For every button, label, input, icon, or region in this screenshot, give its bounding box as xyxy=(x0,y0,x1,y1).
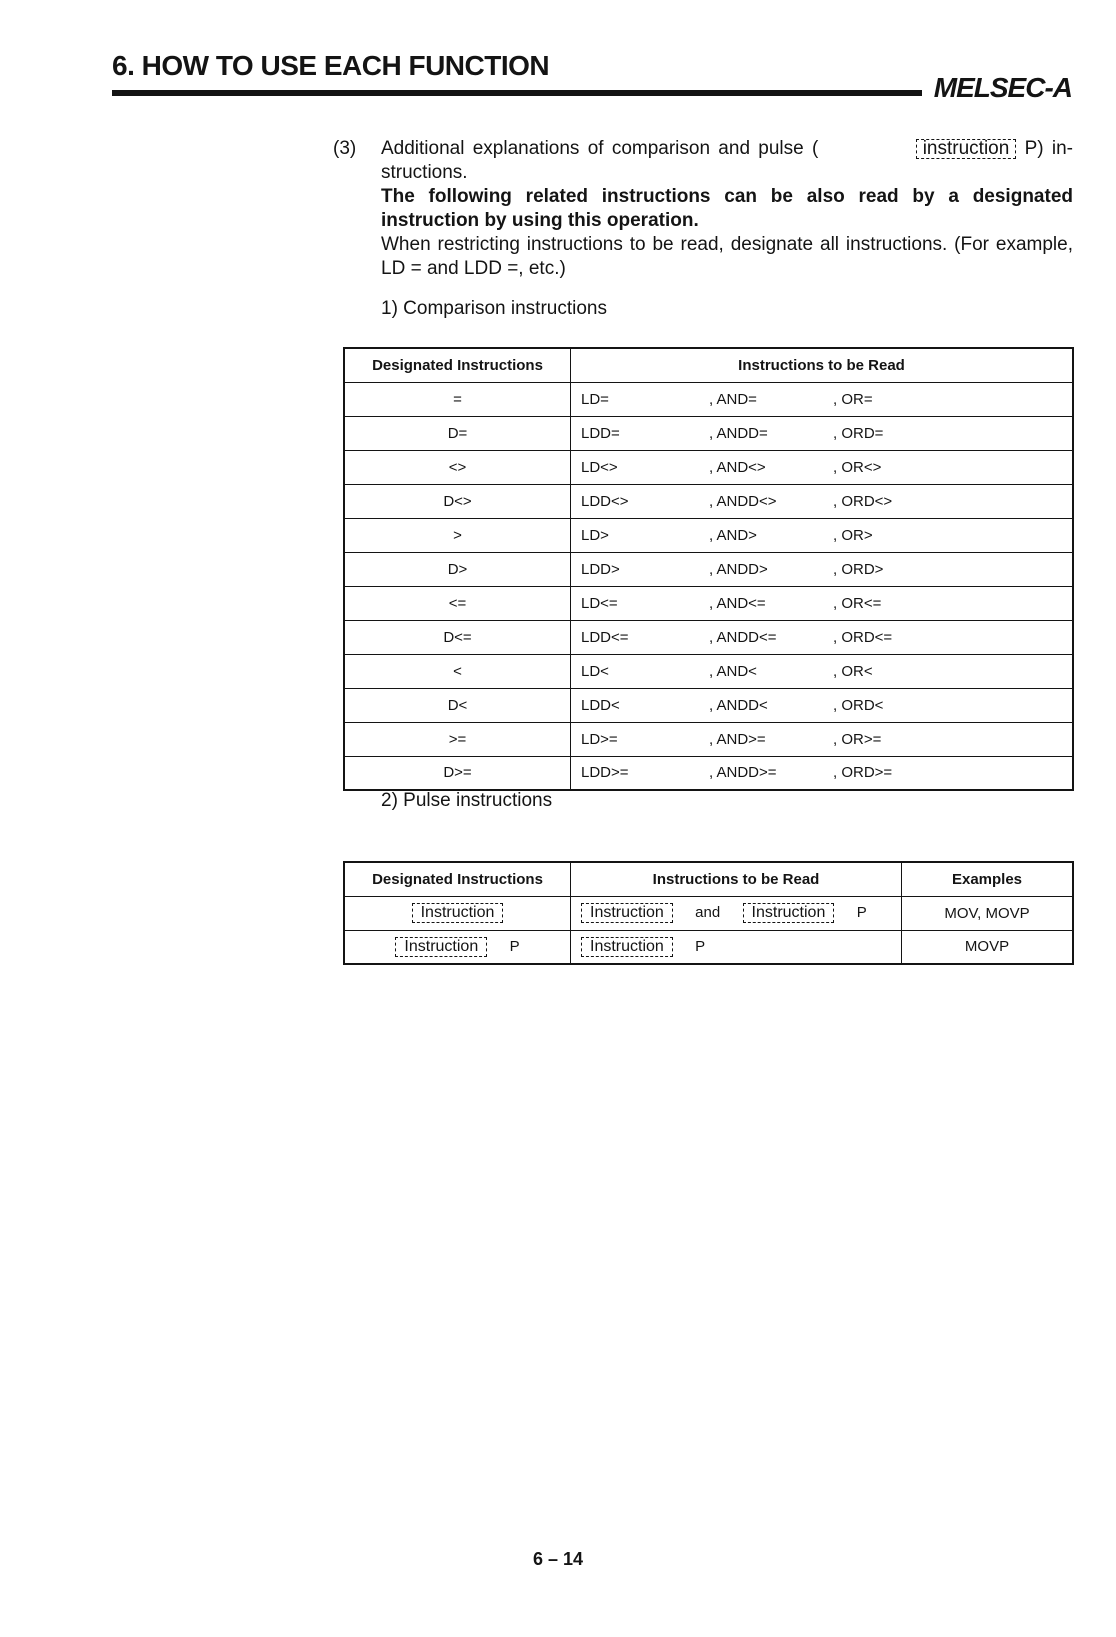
read-instruction: , AND<= xyxy=(709,594,766,612)
read-instruction: LD>= xyxy=(581,730,618,748)
page-header xyxy=(112,50,1072,106)
read-instruction: LDD> xyxy=(581,560,620,578)
read-instruction: , ANDD<> xyxy=(709,492,777,510)
comparison-header-row xyxy=(344,348,1073,382)
p-suffix: P xyxy=(856,904,867,921)
comparison-row xyxy=(344,688,1073,722)
comparison-row xyxy=(344,518,1073,552)
read-instruction: , ANDD= xyxy=(709,424,768,442)
and-word: and xyxy=(695,904,721,921)
read-instruction: , ORD= xyxy=(833,424,884,442)
instruction-box: Instruction xyxy=(581,937,673,957)
read-instruction: LD> xyxy=(581,526,609,544)
paragraph-line-4: When restricting instructions to be read, designate all instructions. (For example, LD = and LDD =, etc.) xyxy=(381,234,1073,279)
read-instruction: , ANDD>= xyxy=(709,764,777,782)
brand-logo-text: MELSEC-A xyxy=(933,72,1072,103)
instruction-box: instruction xyxy=(916,139,1017,159)
read-instruction: , OR= xyxy=(833,390,873,408)
header-rule xyxy=(112,90,922,96)
designated-instruction: D< xyxy=(344,688,571,722)
pulse-row-2 xyxy=(344,930,1073,964)
paragraph-line-1 xyxy=(381,137,1073,161)
p-suffix: P xyxy=(695,937,706,955)
pulse-title: 2) Pulse instructions xyxy=(381,790,553,811)
line1-suffix: P) in- xyxy=(1024,138,1073,159)
pulse-row2-designated xyxy=(344,930,571,964)
pulse-row-1 xyxy=(344,896,1073,930)
read-instruction: , OR< xyxy=(833,662,873,680)
designated-instruction: D>= xyxy=(344,756,571,790)
comparison-row xyxy=(344,450,1073,484)
designated-instruction: D> xyxy=(344,552,571,586)
read-instruction: LDD<= xyxy=(581,628,629,646)
read-instruction: LD<> xyxy=(581,458,618,476)
read-instruction: , ORD>= xyxy=(833,764,893,782)
pulse-row1-read xyxy=(571,896,902,930)
comparison-row xyxy=(344,620,1073,654)
read-instruction: LDD< xyxy=(581,696,620,714)
read-instruction: , ORD> xyxy=(833,560,884,578)
designated-instruction: D<= xyxy=(344,620,571,654)
read-instruction: , OR<> xyxy=(833,458,882,476)
instructions-to-read xyxy=(571,756,1074,790)
pulse-header-designated: Designated Instructions xyxy=(344,862,571,896)
instructions-to-read xyxy=(571,484,1074,518)
read-instruction: , ORD<> xyxy=(833,492,893,510)
read-instruction: , OR> xyxy=(833,526,873,544)
read-instruction: , AND< xyxy=(709,662,757,680)
read-instruction: LDD>= xyxy=(581,764,629,782)
read-instruction: LDD<> xyxy=(581,492,629,510)
read-instruction: LD<= xyxy=(581,594,618,612)
section-title: 6. HOW TO USE EACH FUNCTION xyxy=(112,50,550,81)
paragraph-body xyxy=(381,137,1073,281)
read-instruction: LD< xyxy=(581,662,609,680)
p-suffix: P xyxy=(509,937,520,955)
designated-instruction: < xyxy=(344,654,571,688)
pulse-row2-read xyxy=(571,930,902,964)
designated-instruction: = xyxy=(344,382,571,416)
designated-instruction: > xyxy=(344,518,571,552)
read-instruction: , ORD<= xyxy=(833,628,893,646)
instructions-to-read xyxy=(571,416,1074,450)
pulse-row2-example: MOVP xyxy=(902,930,1074,964)
read-instruction: , ANDD> xyxy=(709,560,768,578)
read-instruction: , AND= xyxy=(709,390,757,408)
instructions-to-read xyxy=(571,552,1074,586)
comparison-row xyxy=(344,722,1073,756)
instructions-to-read xyxy=(571,688,1074,722)
instructions-to-read xyxy=(571,654,1074,688)
designated-instruction: <= xyxy=(344,586,571,620)
instruction-box: Instruction xyxy=(412,903,504,923)
comparison-row xyxy=(344,382,1073,416)
read-instruction: , ANDD< xyxy=(709,696,768,714)
read-instruction: , AND> xyxy=(709,526,757,544)
instructions-to-read xyxy=(571,450,1074,484)
designated-instruction: >= xyxy=(344,722,571,756)
read-instruction: , OR<= xyxy=(833,594,882,612)
pulse-header-examples: Examples xyxy=(902,862,1074,896)
designated-instruction: D<> xyxy=(344,484,571,518)
comparison-row xyxy=(344,416,1073,450)
read-instruction: , AND>= xyxy=(709,730,766,748)
instruction-box: Instruction xyxy=(743,903,835,923)
pulse-row1-example: MOV, MOVP xyxy=(902,896,1074,930)
comparison-row xyxy=(344,654,1073,688)
instructions-to-read xyxy=(571,722,1074,756)
read-instruction: , ORD< xyxy=(833,696,884,714)
designated-instruction: <> xyxy=(344,450,571,484)
paragraph-line-2: structions. xyxy=(381,162,468,183)
page-number: 6 – 14 xyxy=(532,1549,584,1569)
pulse-header-row xyxy=(344,862,1073,896)
pulse-header-read: Instructions to be Read xyxy=(571,862,902,896)
line1-text: Additional explanations of comparison and pulse ( xyxy=(381,138,819,159)
read-instruction: , AND<> xyxy=(709,458,766,476)
instructions-to-read xyxy=(571,586,1074,620)
paragraph-number: (3) xyxy=(333,138,357,159)
read-instruction: , ANDD<= xyxy=(709,628,777,646)
line1-tail xyxy=(916,137,1073,161)
paragraph-line-3: The following related instructions can be also read by a designated instruction by using this operation. xyxy=(381,186,1073,231)
instruction-box: Instruction xyxy=(395,937,487,957)
comparison-row xyxy=(344,586,1073,620)
instructions-to-read xyxy=(571,620,1074,654)
read-instruction: LDD= xyxy=(581,424,620,442)
header-read: Instructions to be Read xyxy=(571,348,1074,382)
comparison-row xyxy=(344,484,1073,518)
comparison-row xyxy=(344,552,1073,586)
comparison-row xyxy=(344,756,1073,790)
comparison-title: 1) Comparison instructions xyxy=(381,298,607,319)
comparison-table-body xyxy=(344,382,1073,790)
designated-instruction: D= xyxy=(344,416,571,450)
instructions-to-read xyxy=(571,518,1074,552)
pulse-table xyxy=(343,861,1074,965)
header-designated: Designated Instructions xyxy=(344,348,571,382)
comparison-table xyxy=(343,347,1074,791)
instruction-box: Instruction xyxy=(581,903,673,923)
read-instruction: , OR>= xyxy=(833,730,882,748)
pulse-row1-designated xyxy=(344,896,571,930)
instructions-to-read xyxy=(571,382,1074,416)
read-instruction: LD= xyxy=(581,390,609,408)
